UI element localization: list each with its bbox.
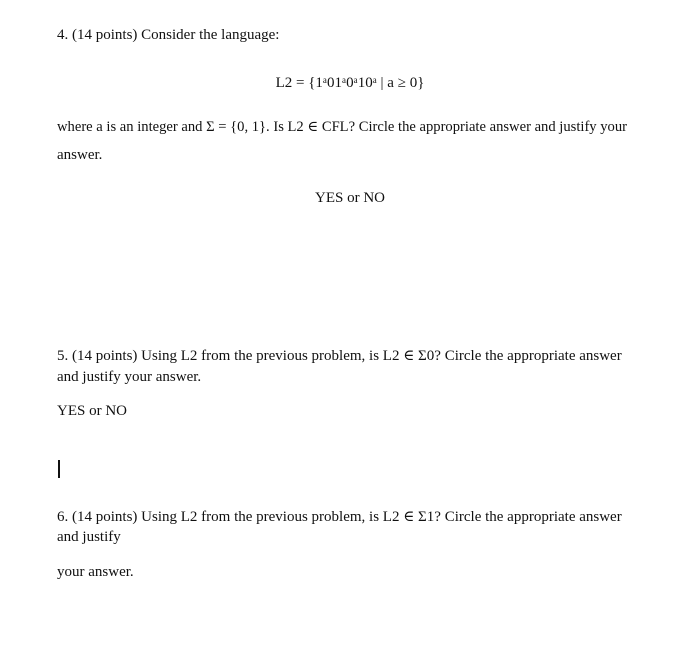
q6-heading: 6. (14 points) Using L2 from the previous problem, is L2 ∈ Σ1? Circle the appropriate answer: [57, 509, 622, 525]
q5-answer-choice[interactable]: YES or NO: [57, 403, 127, 419]
q4-answer-choice[interactable]: YES or NO: [315, 190, 385, 206]
q4-language-formula: L2 = {1ᵃ01ᵃ0ᵃ10ᵃ | a ≥ 0}: [275, 75, 425, 91]
text-cursor: [58, 460, 60, 478]
q4-question-text-cont: answer.: [57, 147, 103, 163]
q5-heading: 5. (14 points) Using L2 from the previous problem, is L2 ∈ Σ0? Circle the appropriate answer: [57, 348, 622, 364]
q6-heading-cont: and justify: [57, 529, 121, 545]
q4-heading: 4. (14 points) Consider the language:: [57, 27, 280, 43]
q6-heading-cont-2: your answer.: [57, 564, 134, 580]
q5-heading-cont: and justify your answer.: [57, 369, 202, 385]
q4-question-text: where a is an integer and Σ = {0, 1}. Is L2 ∈ CFL? Circle the appropriate answer and justify your: [57, 119, 627, 135]
